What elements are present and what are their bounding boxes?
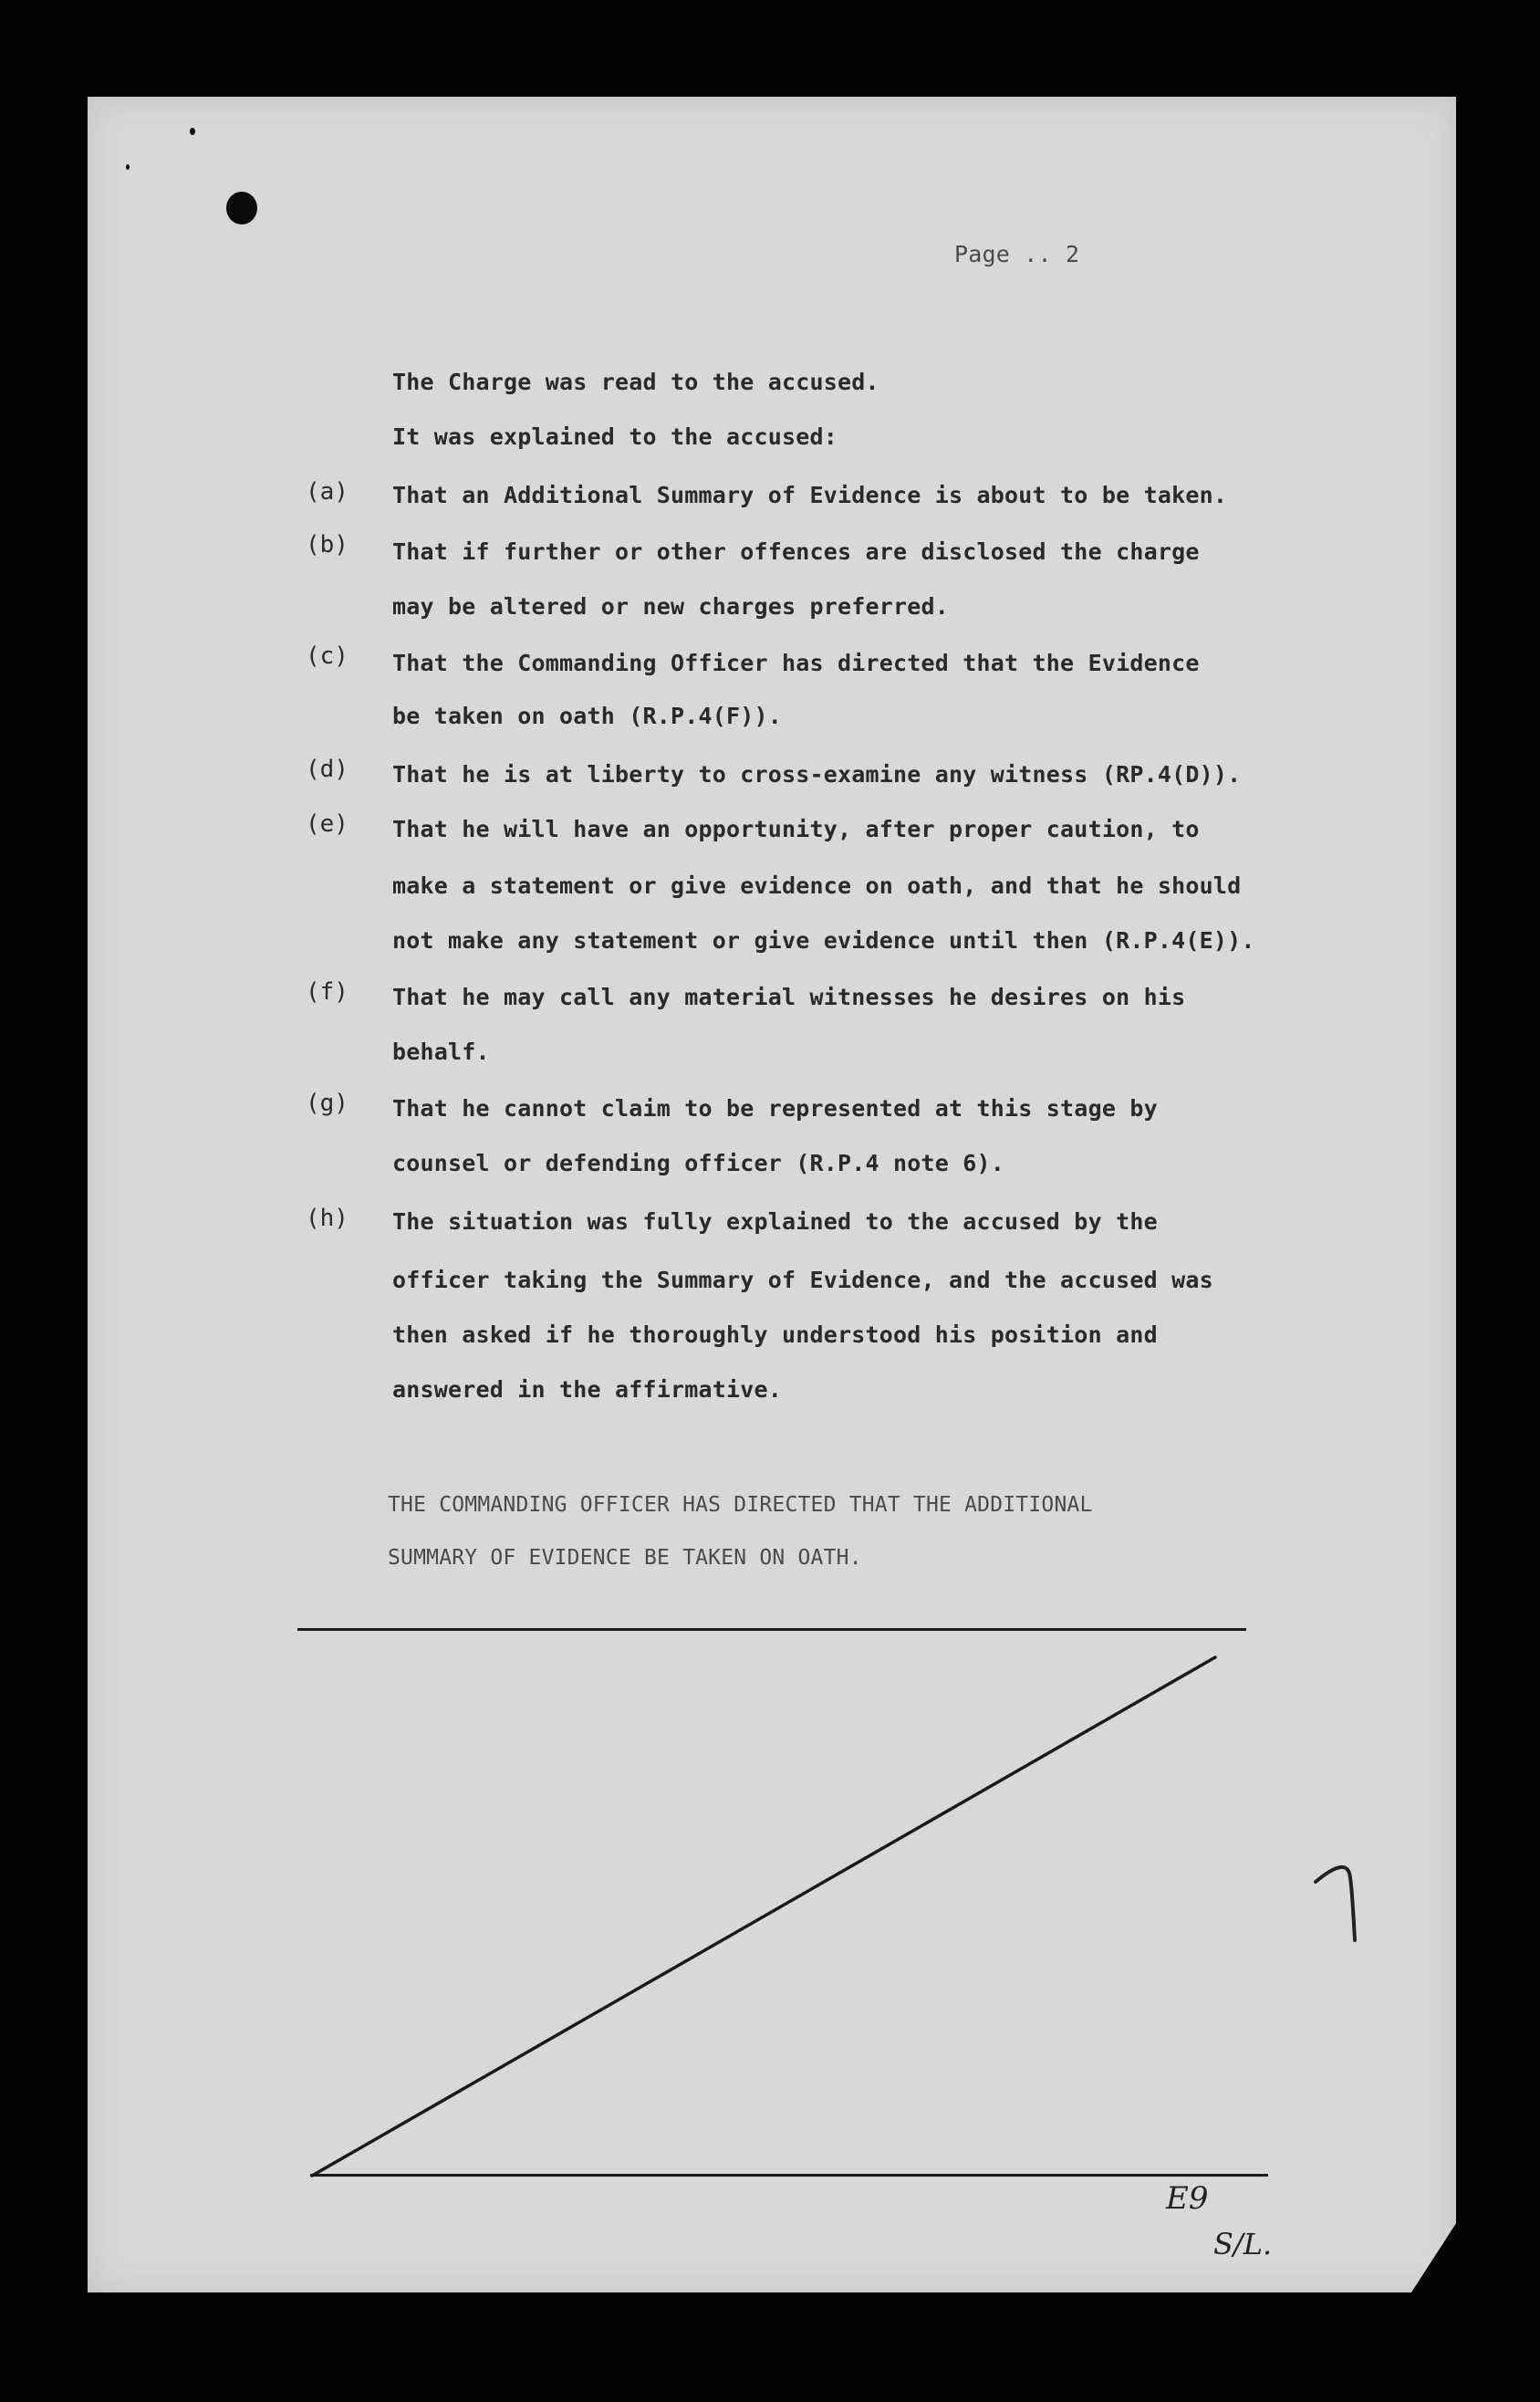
item-e-line-2: make a statement or give evidence on oath, and that he should: [392, 872, 1242, 899]
intro-line-1: The Charge was read to the accused.: [392, 369, 879, 395]
item-h-line-3: then asked if he thoroughly understood his position and: [392, 1321, 1158, 1348]
item-label-f: (f): [306, 978, 349, 1006]
item-b-line-2: may be altered or new charges preferred.: [392, 593, 950, 620]
direction-line-1: THE COMMANDING OFFICER HAS DIRECTED THAT THE ADDITIONAL: [388, 1493, 1093, 1517]
item-label-d: (d): [306, 756, 349, 783]
speck: [190, 128, 195, 135]
item-c-line-1: That the Commanding Officer has directed that the Evidence: [392, 650, 1200, 676]
item-c-line-2: be taken on oath (R.P.4(F)).: [392, 703, 783, 729]
item-label-b: (b): [306, 531, 349, 559]
item-d-line-1: That he is at liberty to cross-examine any witness (RP.4(D)).: [392, 761, 1242, 788]
item-label-h: (h): [306, 1205, 349, 1232]
item-h-line-4: answered in the affirmative.: [392, 1376, 783, 1403]
bottom-rule: [310, 2174, 1268, 2177]
item-e-line-3: not make any statement or give evidence until then (R.P.4(E)).: [392, 927, 1255, 954]
top-rule: [297, 1628, 1246, 1631]
page-number: Page .. 2: [954, 241, 1080, 267]
handwritten-initials-1: E9: [1166, 2180, 1209, 2217]
folded-corner: [1410, 2218, 1460, 2295]
item-b-line-1: That if further or other offences are disclosed the charge: [392, 538, 1200, 565]
handwritten-initials-2: S/L.: [1213, 2227, 1273, 2261]
item-label-e: (e): [306, 810, 349, 838]
item-a-line-1: That an Additional Summary of Evidence is about to be taken.: [392, 482, 1228, 508]
item-e-line-1: That he will have an opportunity, after proper caution, to: [392, 816, 1200, 842]
item-h-line-1: The situation was fully explained to the accused by the: [392, 1208, 1158, 1235]
speck: [126, 164, 130, 170]
direction-line-2: SUMMARY OF EVIDENCE BE TAKEN ON OATH.: [388, 1546, 862, 1570]
item-g-line-2: counsel or defending officer (R.P.4 note 6).: [392, 1150, 1005, 1176]
item-h-line-2: officer taking the Summary of Evidence, and the accused was: [392, 1267, 1213, 1293]
item-f-line-1: That he may call any material witnesses he desires on his: [392, 984, 1186, 1010]
intro-line-2: It was explained to the accused:: [392, 423, 838, 450]
item-label-a: (a): [306, 478, 349, 506]
item-label-g: (g): [306, 1090, 349, 1117]
item-f-line-2: behalf.: [392, 1039, 490, 1065]
item-g-line-1: That he cannot claim to be represented at this stage by: [392, 1095, 1158, 1122]
punch-hole: [226, 192, 257, 225]
item-label-c: (c): [306, 642, 349, 670]
